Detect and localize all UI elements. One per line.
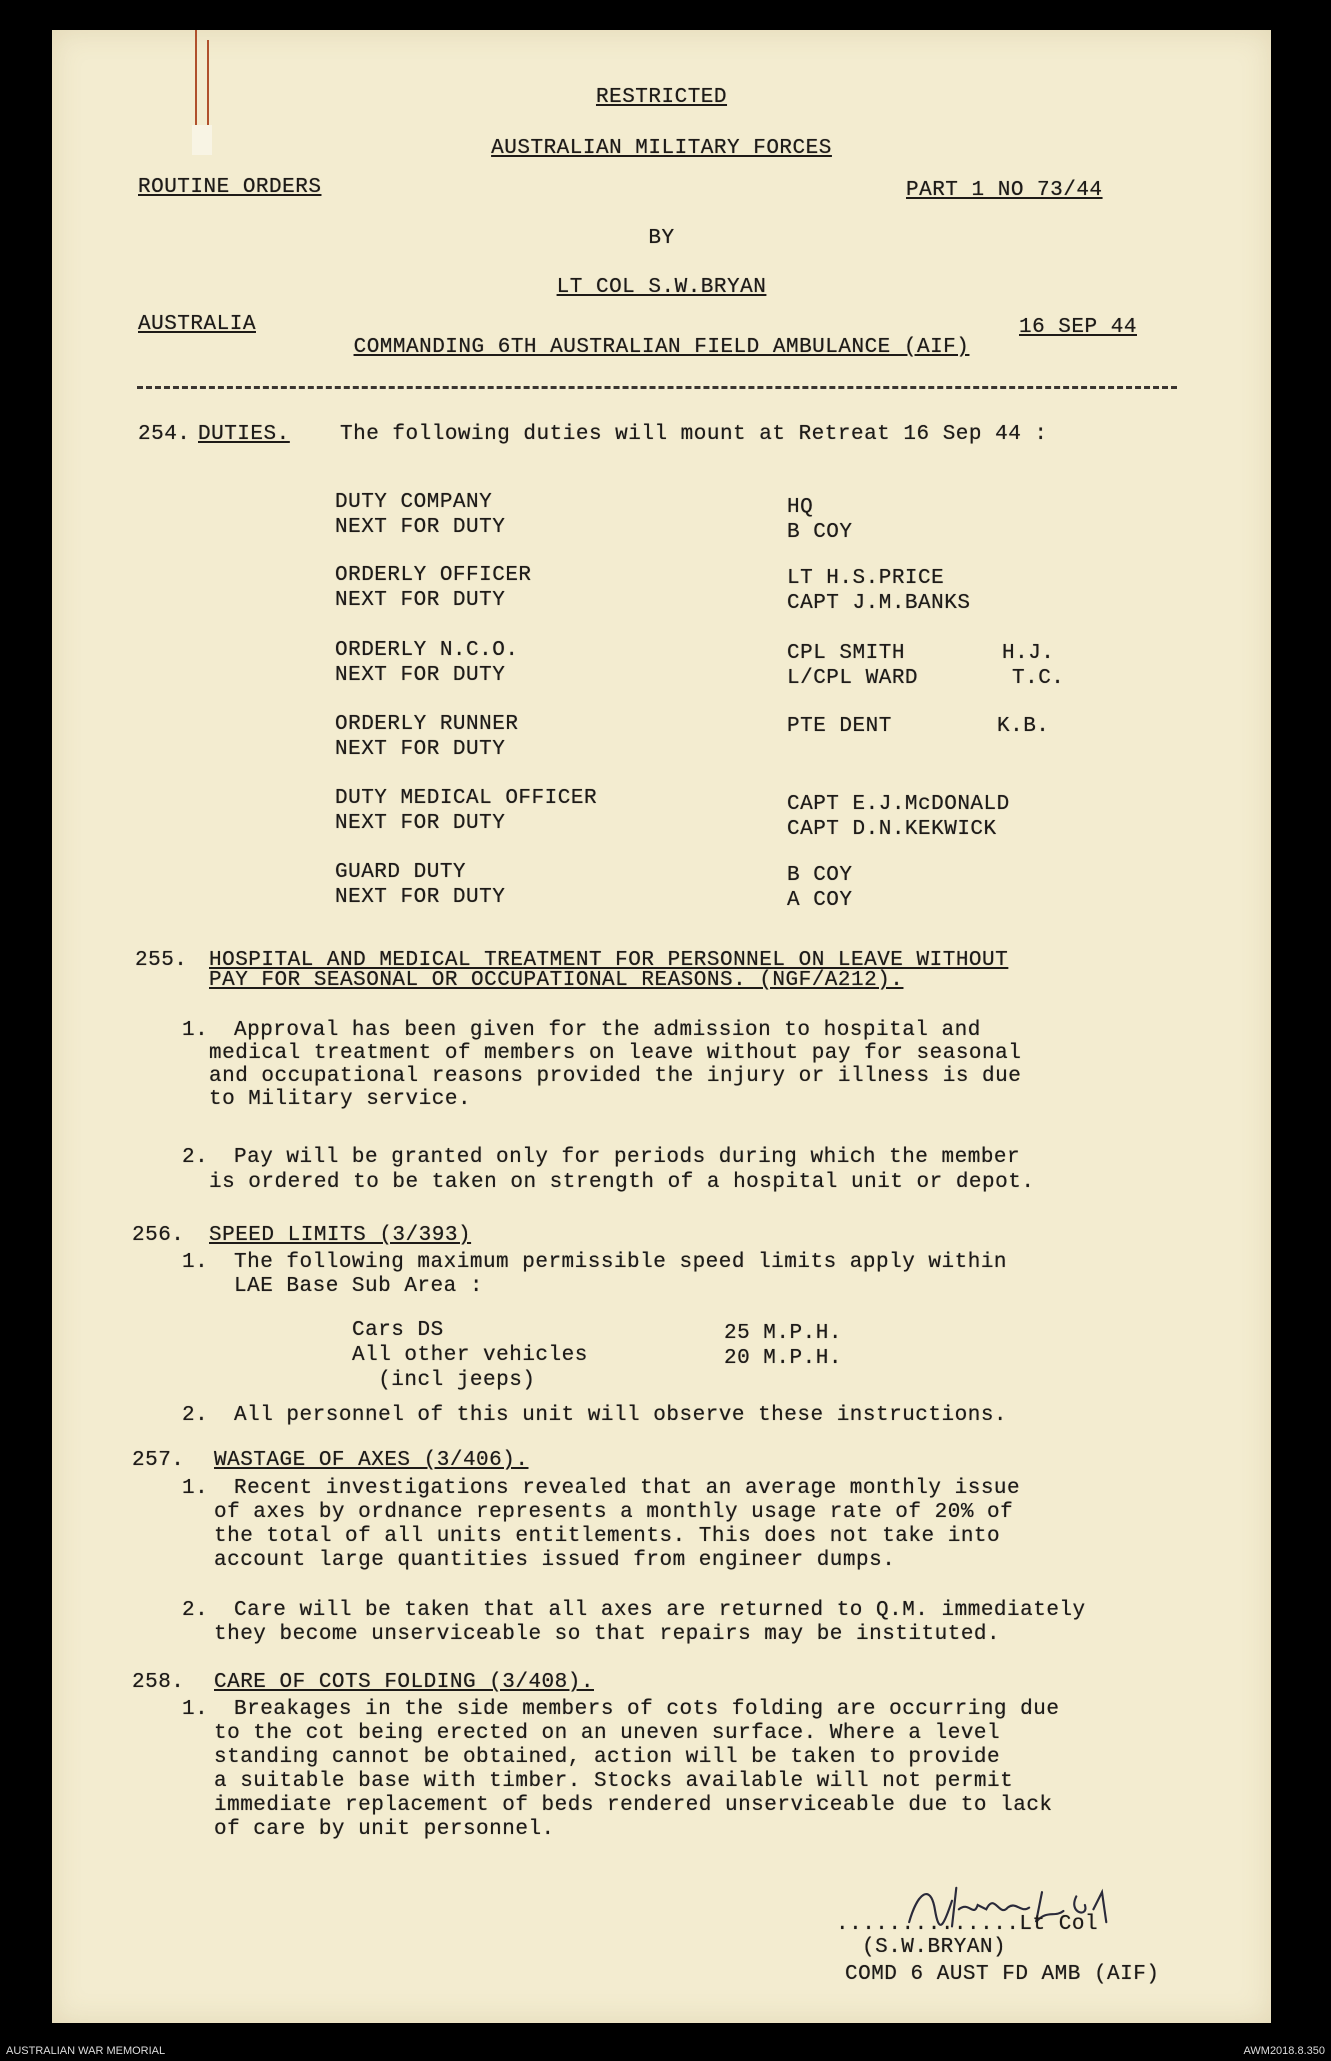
duty-assignee: CAPT D.N.KEKWICK — [787, 818, 997, 841]
section-number: 258. — [132, 1671, 185, 1694]
duty-assignee: LT H.S.PRICE — [787, 567, 945, 590]
vehicle-type: Cars DS — [352, 1319, 444, 1342]
duty-initials: K.B. — [997, 715, 1050, 738]
signatory-title: COMD 6 AUST FD AMB (AIF) — [845, 1963, 1160, 1986]
duty-role: DUTY MEDICAL OFFICER — [335, 787, 598, 810]
forces-heading: AUSTRALIAN MILITARY FORCES — [491, 137, 832, 160]
duty-assignee: CPL SMITH — [787, 642, 905, 665]
paragraph-line: they become unserviceable so that repairs may be instituted. — [214, 1623, 1001, 1646]
archive-credit: AUSTRALIAN WAR MEMORIAL — [6, 2045, 166, 2057]
duty-role: NEXT FOR DUTY — [335, 516, 506, 539]
duty-assignee: PTE DENT — [787, 715, 892, 738]
paragraph-number: 1. — [182, 1477, 209, 1500]
duty-assignee: CAPT J.M.BANKS — [787, 592, 971, 615]
duty-assignee: A COY — [787, 889, 853, 912]
paragraph-line: account large quantities issued from engineer dumps. — [214, 1549, 896, 1572]
part-number: PART 1 NO 73/44 — [906, 179, 1103, 202]
paragraph-line: the total of all units entitlements. This does not take into — [214, 1525, 1001, 1548]
officer-name: LT COL S.W.BRYAN — [556, 276, 767, 299]
paragraph-line: Pay will be granted only for periods during which the member — [234, 1146, 1021, 1169]
section-title: SPEED LIMITS (3/393) — [209, 1224, 472, 1247]
signatory-name: (S.W.BRYAN) — [862, 1936, 1007, 1959]
section-title: DUTIES. — [198, 423, 290, 446]
document-page — [52, 30, 1271, 2023]
paragraph-number: 1. — [182, 1698, 209, 1721]
by-label: BY — [648, 227, 675, 250]
restricted-heading: RESTRICTED — [595, 86, 728, 109]
duty-role: DUTY COMPANY — [335, 491, 493, 514]
section-number: 254. — [138, 423, 191, 446]
section-number: 257. — [132, 1449, 185, 1472]
section-title: CARE OF COTS FOLDING (3/408). — [214, 1671, 594, 1694]
duty-initials: H.J. — [1002, 642, 1055, 665]
duty-role: ORDERLY RUNNER — [335, 713, 519, 736]
section-title: HOSPITAL AND MEDICAL TREATMENT FOR PERSONNEL ON LEAVE WITHOUT — [209, 949, 1009, 972]
commanding-line: COMMANDING 6TH AUSTRALIAN FIELD AMBULANCE (AIF) — [353, 336, 970, 359]
paragraph-number: 2. — [182, 1146, 209, 1169]
paragraph-line: standing cannot be obtained, action will be taken to provide — [214, 1746, 1001, 1769]
duty-role: NEXT FOR DUTY — [335, 664, 506, 687]
duty-role: ORDERLY N.C.O. — [335, 639, 519, 662]
signature-line: ..............Lt Col — [836, 1913, 1099, 1936]
paragraph-line: to Military service. — [209, 1088, 472, 1111]
duty-role: NEXT FOR DUTY — [335, 738, 506, 761]
paragraph-line: immediate replacement of beds rendered unserviceable due to lack — [214, 1794, 1053, 1817]
order-date: 16 SEP 44 — [1019, 316, 1137, 339]
duty-role: NEXT FOR DUTY — [335, 886, 506, 909]
duty-assignee: CAPT E.J.McDONALD — [787, 793, 1010, 816]
routine-orders-label: ROUTINE ORDERS — [138, 176, 322, 199]
duty-role: ORDERLY OFFICER — [335, 564, 532, 587]
paragraph-line: of axes by ordnance represents a monthly usage rate of 20% of — [214, 1501, 1014, 1524]
paragraph-number: 1. — [182, 1251, 209, 1274]
speed-limit: 20 M.P.H. — [724, 1347, 842, 1370]
duty-assignee: HQ — [787, 496, 814, 519]
section-title: WASTAGE OF AXES (3/406). — [214, 1449, 529, 1472]
paragraph-line: and occupational reasons provided the injury or illness is due — [209, 1065, 1022, 1088]
paragraph-number: 2. — [182, 1404, 209, 1427]
paragraph-line: Breakages in the side members of cots folding are occurring due — [234, 1698, 1060, 1721]
paragraph-line: to the cot being erected on an uneven surface. Where a level — [214, 1722, 1001, 1745]
vehicle-type: All other vehicles — [352, 1344, 588, 1367]
archive-reference: AWM2018.8.350 — [1243, 2045, 1325, 2057]
paragraph-number: 1. — [182, 1019, 209, 1042]
duty-assignee: B COY — [787, 864, 853, 887]
paragraph-line: The following maximum permissible speed limits apply within — [234, 1251, 1008, 1274]
duties-intro: The following duties will mount at Retreat 16 Sep 44 : — [340, 423, 1048, 446]
duty-role: NEXT FOR DUTY — [335, 812, 506, 835]
paragraph-line: Approval has been given for the admission to hospital and — [234, 1019, 981, 1042]
paragraph-line: medical treatment of members on leave without pay for seasonal — [209, 1042, 1022, 1065]
location-label: AUSTRALIA — [138, 313, 256, 336]
section-number: 255. — [135, 949, 188, 972]
paragraph-line: of care by unit personnel. — [214, 1818, 555, 1841]
paragraph-number: 2. — [182, 1599, 209, 1622]
speed-limit: 25 M.P.H. — [724, 1322, 842, 1345]
paragraph-line: LAE Base Sub Area : — [234, 1275, 483, 1298]
paragraph-line: Care will be taken that all axes are returned to Q.M. immediately — [234, 1599, 1086, 1622]
section-number: 256. — [132, 1224, 185, 1247]
header-divider — [137, 386, 1177, 389]
paragraph-line: is ordered to be taken on strength of a hospital unit or depot. — [209, 1171, 1035, 1194]
paragraph-line: a suitable base with timber. Stocks available will not permit — [214, 1770, 1014, 1793]
duty-role: NEXT FOR DUTY — [335, 589, 506, 612]
paragraph: All personnel of this unit will observe these instructions. — [234, 1404, 1008, 1427]
paragraph-line: Recent investigations revealed that an average monthly issue — [234, 1477, 1021, 1500]
duty-role: GUARD DUTY — [335, 861, 467, 884]
duty-assignee: L/CPL WARD — [787, 667, 919, 690]
duty-initials: T.C. — [1012, 667, 1065, 690]
vehicle-type: (incl jeeps) — [352, 1369, 536, 1392]
duty-assignee: B COY — [787, 521, 853, 544]
section-title: PAY FOR SEASONAL OR OCCUPATIONAL REASONS. (NGF/A212). — [209, 969, 904, 992]
